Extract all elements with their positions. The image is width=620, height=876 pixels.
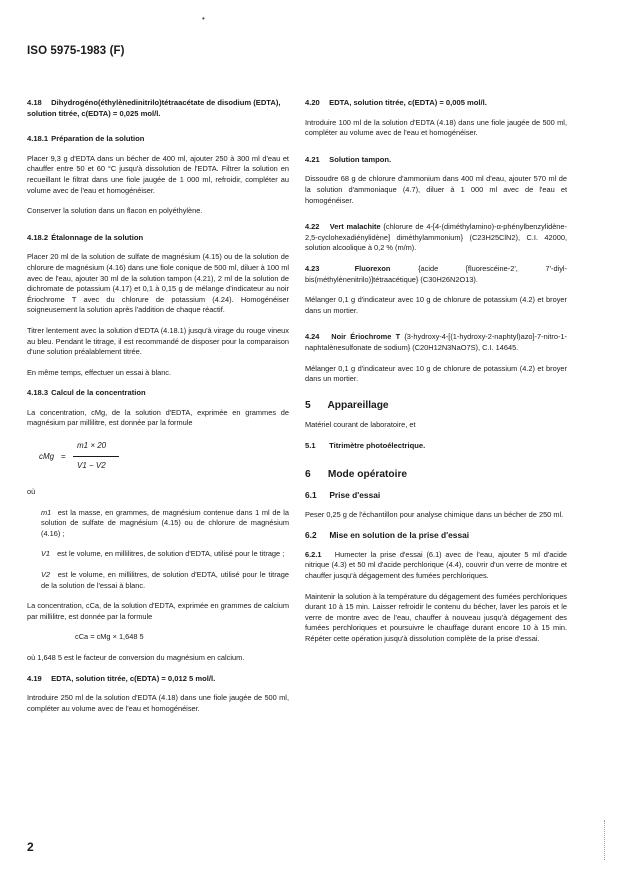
section-4-22: [305, 222, 567, 254]
section-4-24: [305, 332, 567, 353]
scan-edge: [604, 820, 606, 860]
section-number: 4.21: [305, 154, 320, 164]
paragraph: Placer 9,3 g d'EDTA dans un bécher de 400 ml, ajouter 250 à 300 ml d'eau et chauffer entre 50 et 60 °C jusqu'à dissolution de l'EDTA. Filtrer la solution en recueillant le filtrat dans une fiole jaugée de 1 000 ml, refroidir, compléter au volume avec de l'eau et homogénéiser.: [27, 153, 289, 195]
paragraph: Dissoudre 68 g de chlorure d'ammonium dans 400 ml d'eau, ajouter 570 ml de la solution d'ammoniaque (4.7), diluer à 1 000 ml avec de l'eau et homogénéiser.: [305, 174, 567, 205]
section-title: Mode opératoire: [327, 469, 408, 481]
section-4-18-heading: [27, 98, 289, 119]
section-text: Humecter la prise d'essai (6.1) avec de l'eau, ajouter 5 ml d'acide nitrique (4.3) et 50 ml d'acide perchlorique (4.4), couvrir d'un verre de montre et chauffer jusqu'à dégagement des fumées perchloriques.: [305, 549, 567, 581]
section-title: Titrimètre photoélectrique.: [329, 440, 426, 450]
formula-equals: =: [61, 452, 66, 462]
section-6-2-1: [305, 550, 567, 582]
section-number: 6.2.1: [305, 549, 322, 559]
variable-definition: est le volume, en millilitres, de solution d'EDTA, utilisé pour le titrage ;: [57, 549, 285, 559]
section-4-18-3-heading: [27, 388, 289, 399]
paragraph: Titrer lentement avec la solution d'EDTA (4.18.1) jusqu'à virage du rouge vineux au bleu. Pendant le titrage, il est recommandé de disposer pour la comparaison d'une solution préalablement titrée.: [27, 325, 289, 357]
section-6-2-heading: [305, 530, 567, 541]
speck: •: [202, 14, 205, 23]
variable-definition: est la masse, en grammes, de magnésium contenue dans 1 ml de la solution de sulfate de magnésium (4.15) ou de chlorure de magnésium (4.16) ;: [41, 507, 290, 538]
section-number: 4.18.2: [27, 232, 49, 242]
section-title: Prise d'essai: [329, 490, 381, 501]
section-title: Étalonnage de la solution: [51, 232, 144, 242]
section-4-19-heading: [27, 674, 289, 685]
formula-numerator: m1 × 20: [77, 441, 107, 451]
section-title: EDTA, solution titrée, c(EDTA) = 0,005 mol/l.: [329, 98, 487, 107]
paragraph: La concentration, cCa, de la solution d'EDTA, exprimée en grammes de calcium par millilitre, est donnée par la formule: [27, 601, 289, 621]
paragraph: Introduire 250 ml de la solution d'EDTA (4.18) dans une fiole jaugée de 500 ml, compléter au volume avec de l'eau et homogénéiser.: [27, 693, 289, 713]
section-title: Calcul de la concentration: [51, 388, 146, 398]
variable-symbol: m1: [41, 507, 52, 517]
section-number: 6.1: [305, 490, 317, 501]
paragraph: Maintenir la solution à la température du dégagement des fumées perchloriques durant 10 à 15 min. Laisser refroidir le contenu du bécher, laver les parois et le verre de montre avec de l'eau, chauffer à nouveau jusqu'à dégagement des fumées perchloriques et poursuivre le chauffage durant encore 10 à 15 min. Répéter cette opération jusqu'à dissolution complète de la prise d'essai.: [305, 591, 567, 643]
section-text: {acide [fluorescéine-2', 7'-diyl-bis(méthylènenitrilo)]tétraacétique} (C30H26N2O13).: [305, 263, 568, 284]
section-number: 4.18: [27, 98, 42, 107]
definition-v1: [27, 549, 289, 560]
section-text: {3-hydroxy-4-[(1-hydroxy-2-naphtyl)azo]-7-nitro-1-naphtalènesulfonate de sodium} (C20H12N3NaO7S), C.I. 14645.: [305, 332, 567, 352]
section-number: 5: [305, 399, 311, 411]
formula-cca: cCa = cMg × 1,648 5: [75, 632, 144, 642]
section-number: 4.22: [305, 222, 320, 232]
definition-m1: [27, 508, 289, 540]
section-title: Préparation de la solution: [51, 134, 145, 144]
section-6-heading: [305, 470, 567, 481]
section-title: EDTA, solution titrée, c(EDTA) = 0,012 5 mol/l.: [51, 673, 216, 683]
formula-denominator: V1 − V2: [77, 461, 106, 471]
paragraph: Mélanger 0,1 g d'indicateur avec 10 g de chlorure de potassium (4.2) et broyer dans un mortier.: [305, 295, 567, 315]
definition-v2: [27, 570, 289, 591]
section-6-1-heading: [305, 490, 567, 501]
section-title: Fluorexon: [354, 263, 391, 273]
paragraph: Conserver la solution dans un flacon en polyéthylène.: [27, 206, 203, 216]
section-number: 4.19: [27, 673, 42, 683]
section-number: 4.20: [305, 98, 320, 107]
paragraph: Matériel courant de laboratoire, et: [305, 420, 416, 430]
section-title: Appareillage: [327, 399, 389, 411]
section-5-heading: [305, 401, 567, 412]
section-title: Dihydrogéno(éthylènedinitrilo)tétraacétate de disodium (EDTA), solution titrée, c(EDTA) = 0,025 mol/l.: [27, 98, 281, 118]
section-number: 4.18.1: [27, 134, 49, 144]
section-number: 4.18.3: [27, 388, 49, 398]
variable-symbol: V1: [41, 549, 51, 559]
paragraph: Placer 20 ml de la solution de sulfate de magnésium (4.15) ou de la solution de chlorure de magnésium (4.16) dans une fiole conique de 500 ml, diluer à 100 ml avec de l'eau, ajouter 30 ml de la solution tampon (4.21), 2 ml de la solution de dichromate de potassium (4.17) et 0,1 à 0,15 g de mélange d'indicateur au noir Ériochrome T avec du chlorure de potassium (4.24). Homogénéiser soigneusement la solution après l'addition de chaque réactif.: [27, 252, 289, 315]
section-title: Vert malachite: [329, 222, 381, 232]
paragraph: Peser 0,25 g de l'échantillon pour analyse chimique dans un bécher de 250 ml.: [305, 509, 564, 519]
section-title: Noir Ériochrome T: [331, 332, 401, 342]
paragraph: où 1,648 5 est le facteur de conversion du magnésium en calcium.: [27, 653, 245, 662]
section-4-18-2-heading: [27, 233, 289, 244]
formula-cmg: [27, 439, 289, 479]
section-title: Solution tampon.: [329, 154, 392, 164]
section-text: {chlorure de 4-[4-(diméthylamino)-α-phénylbenzylidène-2,5-cyclohexadiénylidène] diméthylammonium} (C23H25ClN2), C.I. 42000, solution alcoolique à 0,2 % (m/m).: [305, 222, 567, 253]
where-label: où: [27, 487, 36, 497]
paragraph: En même temps, effectuer un essai à blanc.: [27, 367, 172, 377]
paragraph: Mélanger 0,1 g d'indicateur avec 10 g de chlorure de potassium (4.2) et broyer dans un mortier.: [305, 363, 567, 384]
left-column: [27, 98, 289, 724]
section-4-20-heading: [305, 98, 567, 109]
section-4-21-heading: [305, 155, 567, 166]
variable-definition: est le volume, en millilitres, de solution d'EDTA, utilisé pour le titrage de la solution de l'essai à blanc.: [41, 570, 289, 590]
section-number: 5.1: [305, 440, 316, 450]
section-4-23: [305, 264, 567, 285]
fraction-bar: [73, 456, 119, 457]
section-title: Mise en solution de la prise d'essai: [329, 530, 470, 541]
section-number: 6.2: [305, 530, 317, 541]
header-title: ISO 5975-1983 (F): [27, 45, 125, 57]
page-number: 2: [27, 840, 34, 854]
section-number: 4.24: [305, 332, 320, 342]
section-number: 4.23: [305, 263, 320, 273]
section-4-18-1-heading: [27, 134, 289, 145]
paragraph: La concentration, cMg, de la solution d'EDTA, exprimée en grammes de magnésium par millilitre, est donnée par la formule: [27, 407, 289, 428]
right-column: [305, 98, 567, 655]
paragraph: Introduire 100 ml de la solution d'EDTA (4.18) dans une fiole jaugée de 500 ml, compléter au volume avec de l'eau et homogénéiser.: [305, 117, 567, 138]
section-number: 6: [305, 469, 311, 481]
variable-symbol: V2: [41, 570, 51, 580]
formula-lhs: cMg: [39, 452, 55, 462]
section-5-1-heading: [305, 441, 567, 452]
